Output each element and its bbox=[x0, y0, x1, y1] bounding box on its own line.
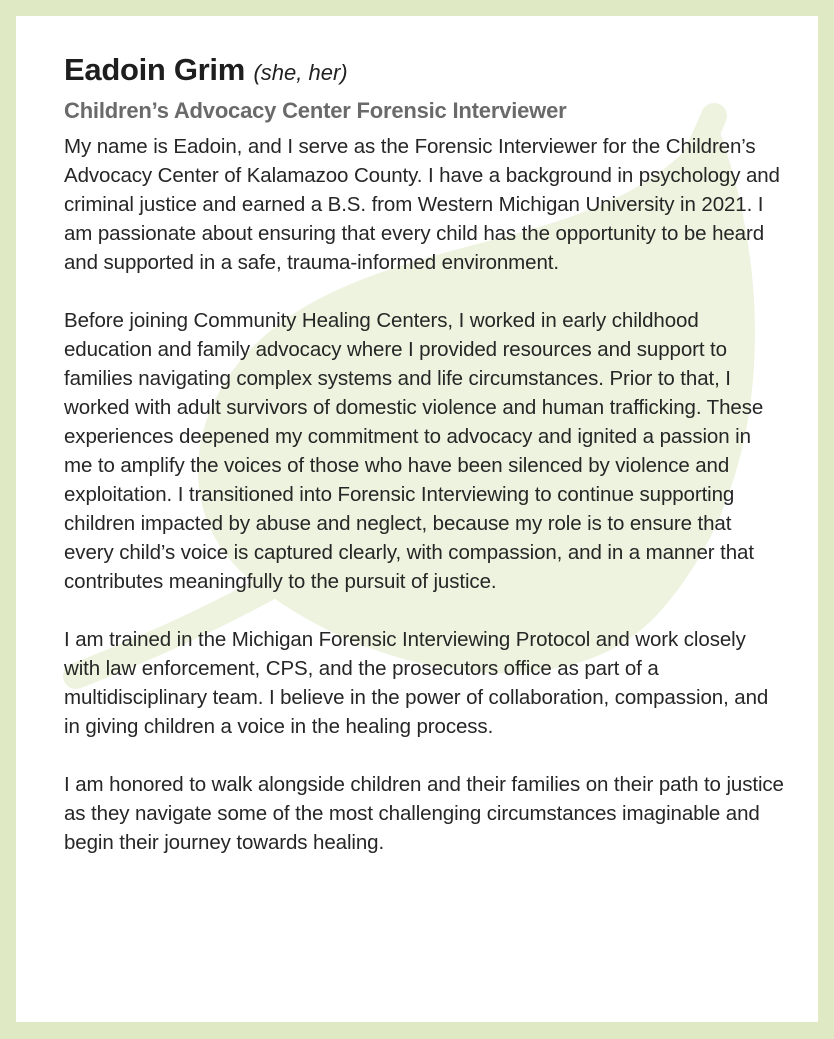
bio-content bbox=[64, 52, 784, 857]
bio-card bbox=[16, 16, 818, 1022]
pronouns: (she, her) bbox=[253, 60, 348, 85]
name-heading bbox=[64, 52, 784, 88]
bio-paragraph-1: My name is Eadoin, and I serve as the Forensic Interviewer for the Children’s Advocacy Center of Kalamazoo County. I have a background in psychology and criminal justice and earned a B.S. from Western Michigan University in 2021. I am passionate about ensuring that every child has the opportunity to be heard and supported in a safe, trauma-informed environment. bbox=[64, 135, 780, 274]
bio-paragraph-3: I am trained in the Michigan Forensic Interviewing Protocol and work closely with law enforcement, CPS, and the prosecutors office as part of a multidisciplinary team. I believe in the power of collaboration, compassion, and in giving children a voice in the healing process. bbox=[64, 628, 769, 738]
bio-paragraph-2: Before joining Community Healing Centers, I worked in early childhood education and family advocacy where I provided resources and support to families navigating complex systems and life circumstances. Prior to that, I worked with adult survivors of domestic violence and human trafficking. These experiences deepened my commitment to advocacy and ignited a passion in me to amplify the voices of those who have been silenced by violence and exploitation. I transitioned into Forensic Interviewing to continue supporting children impacted by abuse and neglect, because my role is to ensure that every child’s voice is captured clearly, with compassion, and in a manner that contributes meaningfully to the pursuit of justice. bbox=[64, 309, 764, 593]
job-title: Children’s Advocacy Center Forensic Interviewer bbox=[64, 98, 567, 123]
person-name: Eadoin Grim bbox=[64, 52, 246, 87]
bio-paragraph-4: I am honored to walk alongside children and their families on their path to justice as they navigate some of the most challenging circumstances imaginable and begin their journey towards healing. bbox=[64, 773, 784, 854]
